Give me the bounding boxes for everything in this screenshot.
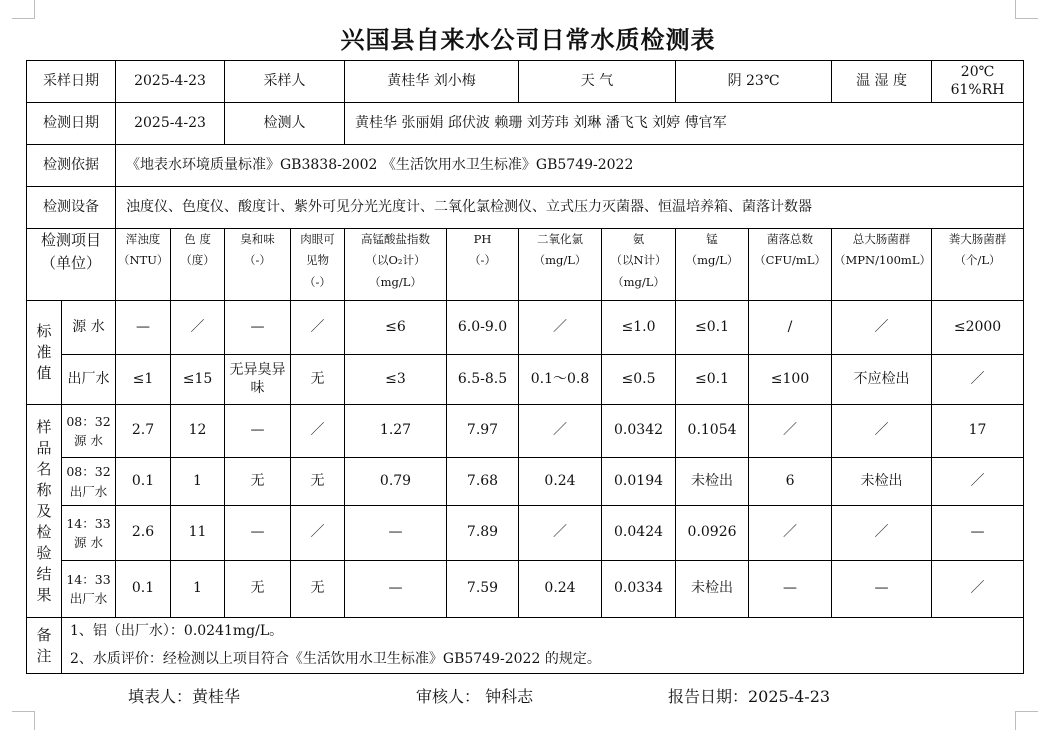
table-cell: —	[932, 506, 1024, 561]
table-cell: ／	[519, 405, 602, 458]
sample-row	[27, 561, 1024, 618]
table-cell: 无	[225, 561, 291, 618]
column-header-row	[27, 229, 1024, 301]
table-cell: —	[225, 506, 291, 561]
table-cell: 不应检出	[832, 355, 932, 405]
table-cell: ／	[932, 561, 1024, 618]
header-turbidity: 浑浊度 （NTU）	[116, 229, 171, 301]
sample-info-row	[27, 61, 1024, 103]
header-permanganate: 高锰酸盐指数 （以O₂计） （mg/L）	[345, 229, 447, 301]
note-line: 1、铝（出厂水）：0.0241mg/L。	[70, 623, 284, 640]
header-chlorine-dioxide: 二氧化氯 （mg/L）	[519, 229, 602, 301]
table-cell: 未检出	[676, 458, 749, 506]
table-cell: 未检出	[832, 458, 932, 506]
table-cell: ≤1.0	[602, 301, 676, 355]
table-cell: ／	[832, 506, 932, 561]
table-cell: ≤1	[116, 355, 171, 405]
table-cell: 1.27	[345, 405, 447, 458]
table-cell: —	[116, 301, 171, 355]
item-header	[27, 229, 116, 301]
table-cell: ／	[749, 405, 832, 458]
table-cell: ／	[932, 355, 1024, 405]
table-cell: ／	[171, 301, 225, 355]
sample-row	[27, 458, 1024, 506]
table-cell: 0.0424	[602, 506, 676, 561]
standard-row	[27, 355, 1024, 405]
equipment-label: 检测设备	[27, 187, 116, 229]
table-cell: ≤3	[345, 355, 447, 405]
test-date-value: 2025-4-23	[116, 103, 225, 145]
table-cell: ／	[519, 301, 602, 355]
table-cell: —	[749, 561, 832, 618]
filler-signature: 填表人：黄桂华	[128, 687, 241, 706]
header-fecal-coliform: 粪大肠菌群 （个/L）	[932, 229, 1024, 301]
weather-value: 阴 23℃	[676, 61, 832, 103]
page-corner-mark	[12, 711, 35, 730]
sample-name: 14：33 源 水	[62, 506, 116, 561]
sampler-label: 采样人	[225, 61, 345, 103]
table-cell: ／	[291, 506, 345, 561]
table-cell: 未检出	[676, 561, 749, 618]
table-cell: —	[345, 506, 447, 561]
table-cell: ／	[832, 301, 932, 355]
table-cell: ／	[291, 405, 345, 458]
page-corner-mark	[1015, 711, 1038, 730]
table-cell: 0.0926	[676, 506, 749, 561]
table-cell: ／	[749, 506, 832, 561]
table-cell: ／	[519, 506, 602, 561]
header-visible-matter: 肉眼可 见物 （-）	[291, 229, 345, 301]
header-odor: 臭和味 （-）	[225, 229, 291, 301]
table-cell: 无	[225, 458, 291, 506]
table-cell: 11	[171, 506, 225, 561]
table-cell: 2.7	[116, 405, 171, 458]
notes-content	[62, 618, 1024, 674]
table-cell: 0.24	[519, 561, 602, 618]
sample-group-label: 样 品 名 称 及 检 验 结 果	[27, 405, 62, 618]
table-cell: 0.1	[116, 458, 171, 506]
table-cell: 6.5-8.5	[447, 355, 519, 405]
note-line: 2、水质评价：经检测以上项目符合《生活饮用水卫生标准》GB5749-2022 的规定。	[70, 650, 601, 667]
header-ph: PH （-）	[447, 229, 519, 301]
table-cell: 0.0342	[602, 405, 676, 458]
header-color: 色 度 （度）	[171, 229, 225, 301]
table-cell: ≤0.5	[602, 355, 676, 405]
water-quality-table	[26, 60, 1024, 674]
document-title: 兴国县自来水公司日常水质检测表	[340, 25, 716, 54]
table-cell: 2.6	[116, 506, 171, 561]
table-cell: 0.0334	[602, 561, 676, 618]
sample-date-value: 2025-4-23	[116, 61, 225, 103]
standard-row-label: 出厂水	[62, 355, 116, 405]
header-total-coliform: 总大肠菌群 （MPN/100mL）	[832, 229, 932, 301]
basis-value: 《地表水环境质量标准》GB3838-2002 《生活饮用水卫生标准》GB5749-2022	[116, 145, 1024, 187]
test-info-row	[27, 103, 1024, 145]
notes-row	[27, 618, 1024, 674]
equipment-value: 浊度仪、色度仪、酸度计、紫外可见分光光度计、二氧化氯检测仪、立式压力灭菌器、恒温培养箱、菌落计数器	[116, 187, 1024, 229]
table-cell: ≤100	[749, 355, 832, 405]
equipment-row	[27, 187, 1024, 229]
tester-value: 黄桂华 张丽娟 邱伏波 赖珊 刘芳玮 刘琳 潘飞飞 刘婷 傅官军	[345, 103, 1024, 145]
table-cell: ≤2000	[932, 301, 1024, 355]
table-cell: 6	[749, 458, 832, 506]
test-date-label: 检测日期	[27, 103, 116, 145]
page-corner-mark	[12, 0, 35, 19]
temp-humidity-label: 温 湿 度	[832, 61, 932, 103]
weather-label: 天 气	[519, 61, 676, 103]
table-cell: 0.24	[519, 458, 602, 506]
notes-label: 备 注	[27, 618, 62, 674]
table-cell: 无	[291, 561, 345, 618]
basis-label: 检测依据	[27, 145, 116, 187]
table-cell: /	[749, 301, 832, 355]
table-cell: 1	[171, 561, 225, 618]
table-cell: 0.1～0.8	[519, 355, 602, 405]
temp-humidity-value: 20℃ 61%RH	[932, 61, 1024, 103]
table-cell: 7.89	[447, 506, 519, 561]
item-header-label: 检测项目	[40, 231, 101, 249]
sample-name: 14：33 出厂水	[62, 561, 116, 618]
table-cell: ≤15	[171, 355, 225, 405]
table-cell: ／	[832, 405, 932, 458]
sample-row	[27, 506, 1024, 561]
table-cell: 1	[171, 458, 225, 506]
sample-date-label: 采样日期	[27, 61, 116, 103]
table-cell: 6.0-9.0	[447, 301, 519, 355]
unit-header-label: （单位）	[40, 253, 101, 272]
table-cell: 0.1054	[676, 405, 749, 458]
sample-row	[27, 405, 1024, 458]
table-cell: ≤0.1	[676, 355, 749, 405]
header-manganese: 锰 （mg/L）	[676, 229, 749, 301]
reviewer-signature: 审核人： 钟科志	[416, 687, 534, 706]
table-cell: 无	[291, 355, 345, 405]
table-cell: 0.1	[116, 561, 171, 618]
table-cell: 无异臭异味	[225, 355, 291, 405]
standard-group-label: 标 准 值	[27, 301, 62, 405]
table-cell: 无	[291, 458, 345, 506]
sampler-value: 黄桂华 刘小梅	[345, 61, 519, 103]
table-cell: —	[225, 405, 291, 458]
table-cell: 17	[932, 405, 1024, 458]
standard-row-label: 源 水	[62, 301, 116, 355]
text-cursor	[1023, 622, 1024, 650]
sample-name: 08：32 出厂水	[62, 458, 116, 506]
page-corner-mark	[1015, 0, 1038, 19]
table-cell: 7.68	[447, 458, 519, 506]
basis-row	[27, 145, 1024, 187]
sample-name: 08：32 源 水	[62, 405, 116, 458]
table-cell: ／	[932, 458, 1024, 506]
table-cell: 12	[171, 405, 225, 458]
table-cell: ≤6	[345, 301, 447, 355]
table-cell: —	[345, 561, 447, 618]
header-colony-count: 菌落总数 （CFU/mL）	[749, 229, 832, 301]
table-cell: ≤0.1	[676, 301, 749, 355]
tester-label: 检测人	[225, 103, 345, 145]
table-cell: —	[832, 561, 932, 618]
table-cell: 7.97	[447, 405, 519, 458]
report-date: 报告日期：2025-4-23	[668, 687, 831, 706]
table-cell: 7.59	[447, 561, 519, 618]
standard-row	[27, 301, 1024, 355]
table-cell: ／	[291, 301, 345, 355]
table-cell: —	[225, 301, 291, 355]
table-cell: 0.79	[345, 458, 447, 506]
header-ammonia: 氨 （以N计） （mg/L）	[602, 229, 676, 301]
table-cell: 0.0194	[602, 458, 676, 506]
